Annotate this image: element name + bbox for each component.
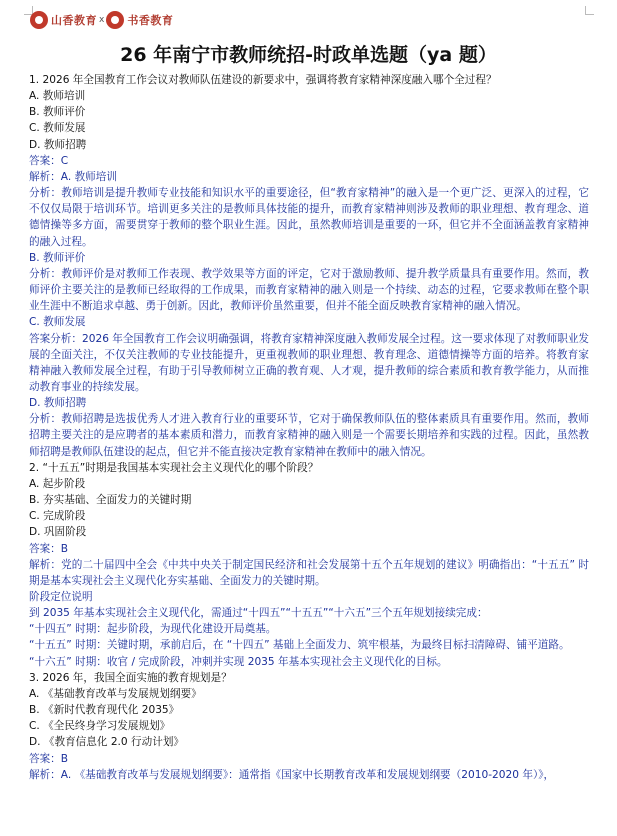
text-line: B. 教师评价 bbox=[29, 106, 86, 119]
brand-1: 山香教育 bbox=[51, 14, 97, 27]
text-line: A. 起步阶段 bbox=[29, 477, 86, 490]
text-line: D. 《教育信息化 2.0 行动计划》 bbox=[29, 736, 185, 749]
text-line: 2. “十五五”时期是我国基本实现社会主义现代化的哪个阶段？ bbox=[29, 461, 319, 474]
text-line: “十五五” 时期：关键时期，承前启后，在 “十四五” 基础上全面发力、筑牢根基，为最终目标扫清障碍、铺平道路。 bbox=[29, 639, 570, 652]
text-line: 阶段定位说明 bbox=[29, 591, 93, 603]
text-line: D. 巩固阶段 bbox=[29, 526, 87, 539]
text-line: B. 夯实基础、全面发力的关键时期 bbox=[29, 494, 192, 507]
text-line: C. 教师发展 bbox=[29, 122, 86, 135]
text-line: 解析：党的二十届四中全会《中共中央关于制定国民经济和社会发展第十五个五年规划的建议》明确指出：“十五五” 时期是基本实现社会主义现代化夯实基础、全面发力的关键时期。 bbox=[29, 558, 589, 587]
crop-mark-top-right bbox=[585, 6, 594, 15]
text-line: 答案分析：2026 年全国教育工作会议明确强调，将教育家精神深度融入教师发展全过程。这一要求体现了对教师职业发展的全面关注，不仅关注教师的专业技能提升，更重视教师的职业理想、教育理念、道德情操等方面的培养。将教育家精神融入教师发展全过程，有助于引导教师树立正确的教育观、人才观，提升教师的综合素质和教育教学能力，从而推动教育事业的持续发展。 bbox=[29, 332, 590, 393]
brand-separator: x bbox=[99, 15, 105, 25]
text-line: 解析：A. 《基础教育改革与发展规划纲要》：通常指《国家中长期教育改革和发展规划纲要（2010-2020 年）》， bbox=[29, 768, 555, 781]
text-line: 答案：B bbox=[29, 752, 69, 765]
shanxiang-logo-icon bbox=[30, 11, 48, 29]
text-line: D. 教师招聘 bbox=[29, 397, 87, 410]
text-line: D. 教师招聘 bbox=[29, 138, 87, 151]
text-line: 答案：B bbox=[29, 542, 69, 555]
text-line: 分析：教师培训是提升教师专业技能和知识水平的重要途径，但“教育家精神”的融入是一个更广泛、更深入的过程，它不仅仅局限于培训环节。培训更多关注的是教师具体技能的提升，而教育家精神则涉及教师的职业理想、教育理念、道德情操等多方面，需要贯穿于教师的整个职业生涯。因此，虽然教师培训是重要的一环，但它并不全面涵盖教育家精神的融入过程。 bbox=[29, 187, 589, 248]
page-title: 26 年南宁市教师统招-时政单选题（ya 题） bbox=[120, 44, 497, 66]
text-line: 1. 2026 年全国教育工作会议对教师队伍建设的新要求中，强调将教育家精神深度融入哪个全过程？ bbox=[29, 74, 497, 86]
text-line: B. 《新时代教育现代化 2035》 bbox=[29, 704, 180, 717]
text-line: “十六五” 时期：收官 / 完成阶段，冲刺并实现 2035 年基本实现社会主义现代化的目标。 bbox=[29, 655, 448, 668]
shuxiang-logo-icon bbox=[106, 11, 124, 29]
text-line: 分析：教师招聘是选拔优秀人才进入教育行业的重要环节，它对于确保教师队伍的整体素质具有重要作用。然而，教师招聘主要关注的是应聘者的基本素质和潜力，而教育家精神的融入则是一个需要长期培养和实践的过程。因此，虽然教师招聘是教师队伍建设的起点，但它并不能直接决定教育家精神在教师中的融入情况。 bbox=[29, 413, 589, 458]
header-logos bbox=[30, 9, 173, 31]
text-line: C. 教师发展 bbox=[29, 316, 86, 329]
document-body bbox=[29, 72, 589, 783]
text-line: 解析：A. 教师培训 bbox=[29, 170, 117, 183]
text-line: 答案：C bbox=[29, 154, 69, 167]
text-line: A. 《基础教育改革与发展规划纲要》 bbox=[29, 687, 202, 700]
brand-2: 书香教育 bbox=[127, 14, 174, 27]
text-line: A. 教师培训 bbox=[29, 90, 86, 103]
text-line: “十四五” 时期：起步阶段，为现代化建设开局奠基。 bbox=[29, 623, 277, 636]
text-line: 分析：教师评价是对教师工作表现、教学效果等方面的评定，它对于激励教师、提升教学质量具有重要作用。然而，教师评价主要关注的是教师已经取得的工作成果，而教育家精神的融入则是一个持续、动态的过程，它要求教师在整个职业生涯中不断追求卓越、勇于创新。因此，教师评价虽然重要，但并不能全面反映教育家精神的融入情况。 bbox=[29, 267, 589, 313]
text-line: B. 教师评价 bbox=[29, 251, 86, 264]
text-line: 3. 2026 年，我国全面实施的教育规划是？ bbox=[29, 671, 232, 684]
text-line: C. 《全民终身学习发展规划》 bbox=[29, 720, 171, 733]
text-line: C. 完成阶段 bbox=[29, 510, 86, 523]
text-line: 到 2035 年基本实现社会主义现代化，需通过“十四五”“十五五”“十六五”三个五年规划接续完成： bbox=[29, 607, 488, 620]
